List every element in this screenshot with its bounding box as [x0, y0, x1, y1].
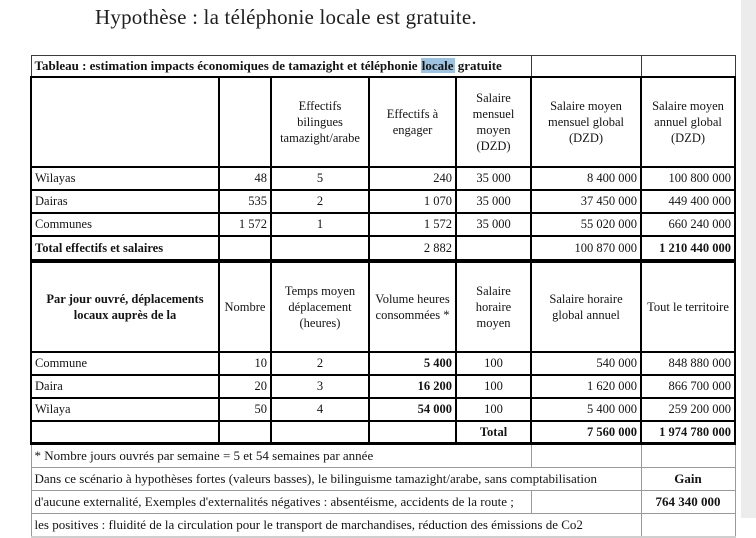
table-row: [31, 56, 735, 78]
s1-header-effectifs-bilingues: Effectifs bilingues tamazight/arabe: [271, 77, 369, 167]
caption-empty-cell-2: [641, 56, 735, 78]
s2-daira-territoire: 866 700 000: [641, 375, 735, 398]
table-row: [31, 261, 735, 352]
s2-daira-label: Daira: [31, 375, 219, 398]
note3-empty: [531, 491, 641, 514]
table-row: [31, 468, 735, 491]
s1-wilayas-nombre: 48: [219, 167, 271, 190]
s1-communes-engager: 1 572: [369, 213, 456, 236]
s2-header-nombre: Nombre: [219, 261, 271, 352]
s2-daira-salaire-horaire: 100: [456, 375, 531, 398]
s2-header-tout-territoire: Tout le territoire: [641, 261, 735, 352]
s2-wilaya-salaire-horaire: 100: [456, 398, 531, 421]
s2-commune-territoire: 848 880 000: [641, 352, 735, 375]
s2-wilaya-global-annuel: 5 400 000: [531, 398, 641, 421]
note-positives: les positives : fluidité de la circulation pour le transport de marchandises, réduction des émissions de Co2: [31, 514, 641, 538]
s2-daira-volume: 16 200: [369, 375, 456, 398]
gain-label: Gain: [641, 468, 735, 491]
s2-total-empty-1: [31, 421, 219, 444]
s2-commune-global-annuel: 540 000: [531, 352, 641, 375]
s2-daira-temps: 3: [271, 375, 369, 398]
s1-dairas-bilingues: 2: [271, 190, 369, 213]
s1-header-effectifs-engager: Effectifs à engager: [369, 77, 456, 167]
s1-wilayas-annuel-global: 100 800 000: [641, 167, 735, 190]
caption-empty-cell-1: [531, 56, 641, 78]
s2-daira-global-annuel: 1 620 000: [531, 375, 641, 398]
s2-header-par-jour-ouvre: Par jour ouvré, déplacements locaux auprès de la: [31, 261, 219, 352]
s2-total-empty-4: [369, 421, 456, 444]
s1-wilayas-mensuel-global: 8 400 000: [531, 167, 641, 190]
s2-commune-nombre: 10: [219, 352, 271, 375]
table-row: [31, 421, 735, 444]
s1-header-blank-1: [31, 77, 219, 167]
s1-communes-salaire: 35 000: [456, 213, 531, 236]
page-right-margin: [741, 0, 756, 518]
s2-commune-temps: 2: [271, 352, 369, 375]
table-row: [31, 236, 735, 261]
caption-text: Tableau : estimation impacts économiques de tamazight et téléphonie: [34, 58, 421, 74]
s1-total-engager: 2 882: [369, 236, 456, 261]
s2-wilaya-nombre: 50: [219, 398, 271, 421]
s1-communes-mensuel-global: 55 020 000: [531, 213, 641, 236]
s2-daira-nombre: 20: [219, 375, 271, 398]
s2-wilaya-label: Wilaya: [31, 398, 219, 421]
s1-communes-label: Communes: [31, 213, 219, 236]
s1-wilayas-engager: 240: [369, 167, 456, 190]
table-row: [31, 514, 735, 538]
page-title: Hypothèse : la téléphonie locale est gratuite.: [95, 5, 477, 29]
s2-wilaya-volume: 54 000: [369, 398, 456, 421]
s1-dairas-engager: 1 070: [369, 190, 456, 213]
s1-communes-nombre: 1 572: [219, 213, 271, 236]
s1-communes-annuel-global: 660 240 000: [641, 213, 735, 236]
s2-commune-salaire-horaire: 100: [456, 352, 531, 375]
s2-total-global-annuel: 7 560 000: [531, 421, 641, 444]
s1-dairas-salaire: 35 000: [456, 190, 531, 213]
s1-total-empty-2: [271, 236, 369, 261]
table-row: [31, 444, 735, 468]
s1-header-salaire-mensuel: Salaire mensuel moyen (DZD): [456, 77, 531, 167]
s2-total-label: Total: [456, 421, 531, 444]
table-row: [31, 77, 735, 167]
s1-dairas-annuel-global: 449 400 000: [641, 190, 735, 213]
s1-dairas-nombre: 535: [219, 190, 271, 213]
s2-wilaya-temps: 4: [271, 398, 369, 421]
note1-empty-2: [641, 444, 735, 468]
note-externalite: d'aucune externalité, Exemples d'externalités négatives : absentéisme, accidents de la route ;: [31, 491, 531, 514]
s1-header-salaire-mensuel-global: Salaire moyen mensuel global (DZD): [531, 77, 641, 167]
table-row: [31, 375, 735, 398]
table-row: [31, 352, 735, 375]
table-caption-cell: [31, 56, 531, 78]
s1-dairas-mensuel-global: 37 450 000: [531, 190, 641, 213]
impacts-table: [30, 55, 736, 538]
note-jours-ouvres: * Nombre jours ouvrés par semaine = 5 et 54 semaines par année: [31, 444, 531, 468]
table-row: [31, 398, 735, 421]
note4-empty: [641, 514, 735, 538]
note-scenario: Dans ce scénario à hypothèses fortes (valeurs basses), le bilinguisme tamazight/arabe, sans comptabilisation: [31, 468, 641, 491]
s1-header-salaire-annuel-global: Salaire moyen annuel global (DZD): [641, 77, 735, 167]
s1-total-mensuel-global: 100 870 000: [531, 236, 641, 261]
s2-header-volume-heures: Volume heures consommées *: [369, 261, 456, 352]
s1-wilayas-bilingues: 5: [271, 167, 369, 190]
s2-wilaya-territoire: 259 200 000: [641, 398, 735, 421]
s2-total-territoire: 1 974 780 000: [641, 421, 735, 444]
s1-total-empty-3: [456, 236, 531, 261]
gain-value: 764 340 000: [641, 491, 735, 514]
note1-empty-1: [531, 444, 641, 468]
s2-header-salaire-horaire: Salaire horaire moyen: [456, 261, 531, 352]
s1-wilayas-label: Wilayas: [31, 167, 219, 190]
s2-total-empty-3: [271, 421, 369, 444]
table-row: [31, 190, 735, 213]
s1-dairas-label: Dairas: [31, 190, 219, 213]
s2-header-temps-moyen: Temps moyen déplacement (heures): [271, 261, 369, 352]
s2-header-salaire-horaire-global: Salaire horaire global annuel: [531, 261, 641, 352]
s2-commune-volume: 5 400: [369, 352, 456, 375]
s1-total-label: Total effectifs et salaires: [31, 236, 219, 261]
caption-suffix: gratuite: [454, 58, 502, 74]
s1-wilayas-salaire: 35 000: [456, 167, 531, 190]
table-row: [31, 167, 735, 190]
s1-total-annuel-global: 1 210 440 000: [641, 236, 735, 261]
s2-commune-label: Commune: [31, 352, 219, 375]
s1-total-empty-1: [219, 236, 271, 261]
table-row: [31, 491, 735, 514]
caption-highlight: locale: [421, 58, 454, 74]
s1-communes-bilingues: 1: [271, 213, 369, 236]
table-row: [31, 213, 735, 236]
s2-total-empty-2: [219, 421, 271, 444]
s1-header-blank-2: [219, 77, 271, 167]
